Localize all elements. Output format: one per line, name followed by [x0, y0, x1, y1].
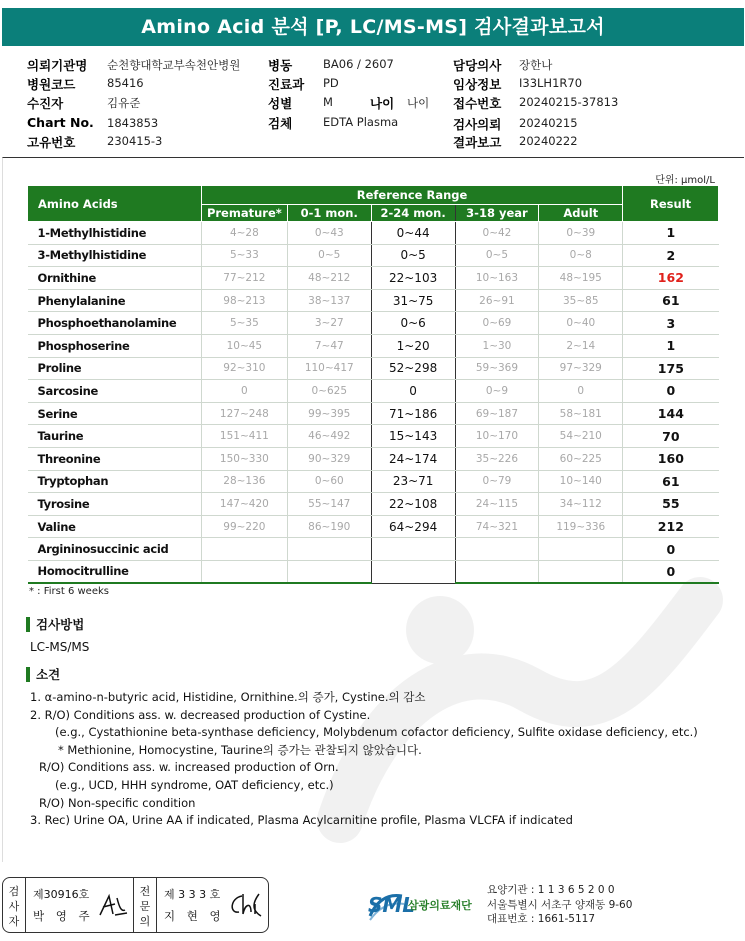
reference-range-cell: 150~330 [201, 447, 287, 470]
reference-range-cell: 151~411 [201, 425, 287, 448]
request-label: 검사의뢰 [453, 117, 502, 132]
reference-range-cell: 0~79 [455, 470, 539, 493]
result-value: 70 [623, 425, 719, 448]
footnote: * : First 6 weeks [29, 586, 109, 597]
result-value: 1 [623, 334, 719, 357]
reference-range-cell: 0~40 [539, 312, 623, 335]
result-value: 55 [623, 493, 719, 516]
reference-range-cell: 24~115 [455, 493, 539, 516]
dept-label: 진료과 [268, 77, 305, 92]
dept-value: PD [323, 76, 339, 90]
reference-range-cell: 5~35 [201, 312, 287, 335]
reference-range-cell: 0~5 [371, 244, 455, 267]
col-header-ref-0: Premature* [201, 205, 287, 222]
result-value: 2 [623, 244, 719, 267]
amino-acid-name: Serine [28, 402, 202, 425]
clinical-value: I33LH1R70 [519, 76, 583, 90]
table-row [28, 447, 719, 470]
finding-line: R/O) Non-specific condition [39, 795, 196, 810]
reference-range-cell: 23~71 [371, 470, 455, 493]
hospital-code-label: 병원코드 [27, 77, 76, 92]
unique-value: 230415-3 [107, 134, 163, 148]
amino-acid-name: Valine [28, 515, 202, 538]
org-phone: 대표번호 : 1661-5117 [487, 913, 596, 925]
amino-acid-name: Ornithine [28, 267, 202, 290]
result-value: 0 [623, 560, 719, 583]
reference-range-cell: 127~248 [201, 402, 287, 425]
unit-label: 단위: μmol/L [655, 175, 715, 186]
reference-range-cell: 0~8 [539, 244, 623, 267]
table-row [28, 380, 719, 403]
amino-acid-name: Phosphoethanolamine [28, 312, 202, 335]
institution-label: 의뢰기관명 [27, 58, 88, 73]
reference-range-cell: 64~294 [371, 515, 455, 538]
reference-range-cell: 3~27 [287, 312, 371, 335]
reference-range-cell: 0 [371, 380, 455, 403]
reference-range-cell: 0~5 [287, 244, 371, 267]
org-address: 서울특별시 서초구 양재동 9-60 [487, 898, 633, 911]
amino-acid-name: Homocitrulline [28, 560, 202, 583]
reference-range-cell: 0~60 [287, 470, 371, 493]
reference-range-cell [539, 538, 623, 561]
table-row [28, 289, 719, 312]
reference-range-cell: 77~212 [201, 267, 287, 290]
amino-acid-name: Proline [28, 357, 202, 380]
receipt-value: 20240215-37813 [519, 95, 619, 109]
reference-range-cell: 71~186 [371, 402, 455, 425]
doctor-value: 장한나 [519, 58, 553, 72]
reference-range-cell [455, 560, 539, 583]
result-value: 160 [623, 447, 719, 470]
col-header-result: Result [623, 186, 719, 222]
reference-range-cell: 0 [201, 380, 287, 403]
specialist-signature [227, 890, 263, 920]
examiner-label: 검 사 자 [8, 885, 20, 928]
unique-label: 고유번호 [27, 135, 76, 150]
reference-range-cell: 1~30 [455, 334, 539, 357]
result-value: 0 [623, 538, 719, 561]
organization-info [487, 883, 632, 927]
amino-acid-name: Phenylalanine [28, 289, 202, 312]
reference-range-cell: 35~85 [539, 289, 623, 312]
age-value: 나이 [407, 96, 430, 110]
col-header-ref-2: 2-24 mon. [371, 205, 455, 222]
table-row [28, 267, 719, 290]
report-value: 20240222 [519, 134, 578, 148]
hospital-code-value: 85416 [107, 76, 144, 90]
reference-range-cell [287, 538, 371, 561]
table-row [28, 334, 719, 357]
patient-info [0, 56, 745, 152]
reference-range-cell: 0 [539, 380, 623, 403]
reference-range-cell [287, 560, 371, 583]
reference-range-cell: 119~336 [539, 515, 623, 538]
reference-range-cell: 110~417 [287, 357, 371, 380]
reference-range-cell: 0~43 [287, 222, 371, 245]
reference-range-cell: 60~225 [539, 447, 623, 470]
reference-range-cell [371, 538, 455, 561]
reference-range-cell: 0~625 [287, 380, 371, 403]
reference-range-cell: 5~33 [201, 244, 287, 267]
col-header-ref-4: Adult [539, 205, 623, 222]
reference-range-cell [201, 560, 287, 583]
amino-acid-table [27, 185, 719, 584]
reference-range-cell: 26~91 [455, 289, 539, 312]
amino-acid-name: Tyrosine [28, 493, 202, 516]
amino-acid-name: Sarcosine [28, 380, 202, 403]
reference-range-cell: 58~181 [539, 402, 623, 425]
patient-value: 김유준 [107, 96, 141, 110]
finding-line: 3. Rec) Urine OA, Urine AA if indicated, Plasma Acylcarnitine profile, Plasma VLCFA if indicated [30, 813, 573, 828]
institution-value: 순천향대학교부속천안병원 [107, 58, 241, 72]
reference-range-cell: 1~20 [371, 334, 455, 357]
reference-range-cell: 2~14 [539, 334, 623, 357]
findings-list [30, 689, 698, 830]
examiner-license: 제30916호 [33, 888, 90, 901]
amino-acid-name: Taurine [28, 425, 202, 448]
reference-range-cell: 34~112 [539, 493, 623, 516]
reference-range-cell: 59~369 [455, 357, 539, 380]
foundation-name: 삼광의료재단 [408, 899, 472, 912]
reference-range-cell: 7~47 [287, 334, 371, 357]
reference-range-cell: 0~69 [455, 312, 539, 335]
reference-range-cell [455, 538, 539, 561]
reference-range-cell: 15~143 [371, 425, 455, 448]
finding-line: * Methionine, Homocystine, Taurine의 증가는 관찰되지 않았습니다. [58, 742, 422, 757]
table-row [28, 470, 719, 493]
result-value: 61 [623, 289, 719, 312]
specialist-license: 제 3 3 3 호 [164, 888, 221, 901]
table-row [28, 493, 719, 516]
reference-range-cell: 10~170 [455, 425, 539, 448]
clinical-label: 임상정보 [453, 77, 502, 92]
request-value: 20240215 [519, 116, 578, 130]
reference-range-cell: 98~213 [201, 289, 287, 312]
result-value: 144 [623, 402, 719, 425]
table-row [28, 560, 719, 583]
table-row [28, 515, 719, 538]
reference-range-cell: 10~45 [201, 334, 287, 357]
col-header-ref-1: 0-1 mon. [287, 205, 371, 222]
table-row [28, 244, 719, 267]
reference-range-cell: 46~492 [287, 425, 371, 448]
table-row [28, 222, 719, 245]
method-value: LC-MS/MS [30, 640, 90, 654]
reference-range-cell: 10~163 [455, 267, 539, 290]
specialist-name: 지 현 영 [164, 909, 225, 923]
reference-range-cell: 86~190 [287, 515, 371, 538]
col-header-reference-range: Reference Range [201, 186, 622, 205]
col-header-ref-3: 3-18 year [455, 205, 539, 222]
result-value: 0 [623, 380, 719, 403]
examiner-name: 박 영 주 [33, 909, 94, 923]
amino-acid-name: 3-Methylhistidine [28, 244, 202, 267]
signature-box [2, 877, 269, 933]
finding-line: (e.g., Cystathionine beta-synthase deficiency, Molybdenum cofactor deficiency, Sulfite oxidase deficiency, etc.) [55, 725, 698, 740]
table-row [28, 425, 719, 448]
report-title: Amino Acid 분석 [P, LC/MS-MS] 검사결과보고서 [2, 8, 744, 46]
reference-range-cell: 99~220 [201, 515, 287, 538]
reference-range-cell [201, 538, 287, 561]
finding-line: 1. α-amino-n-butyric acid, Histidine, Ornithine.의 증가, Cystine.의 감소 [30, 690, 426, 704]
result-value: 212 [623, 515, 719, 538]
reference-range-cell: 147~420 [201, 493, 287, 516]
reference-range-cell: 69~187 [455, 402, 539, 425]
col-header-amino-acids: Amino Acids [28, 186, 202, 222]
specialist-label: 전 문 의 [139, 885, 151, 928]
specimen-label: 검체 [268, 116, 293, 131]
receipt-label: 접수번호 [453, 96, 502, 111]
reference-range-cell: 90~329 [287, 447, 371, 470]
amino-acid-name: Phosphoserine [28, 334, 202, 357]
reference-range-cell: 0~42 [455, 222, 539, 245]
reference-range-cell: 4~28 [201, 222, 287, 245]
reference-range-cell: 48~212 [287, 267, 371, 290]
sex-value: M [323, 95, 333, 109]
method-section-title: 검사방법 [26, 617, 84, 632]
ward-label: 병동 [268, 58, 293, 73]
amino-acid-name: Argininosuccinic acid [28, 538, 202, 561]
examiner-signature [97, 890, 129, 920]
doctor-label: 담당의사 [453, 58, 502, 73]
reference-range-cell: 28~136 [201, 470, 287, 493]
reference-range-cell [539, 560, 623, 583]
reference-range-cell: 54~210 [539, 425, 623, 448]
age-label: 나이 [370, 96, 395, 111]
patient-label: 수진자 [27, 96, 64, 111]
ward-value: BA06 / 2607 [323, 57, 394, 71]
finding-line: R/O) Conditions ass. w. increased production of Orn. [39, 760, 339, 775]
reference-range-cell: 0~9 [455, 380, 539, 403]
reference-range-cell: 97~329 [539, 357, 623, 380]
reference-range-cell: 0~44 [371, 222, 455, 245]
amino-acid-name: Tryptophan [28, 470, 202, 493]
reference-range-cell: 0~6 [371, 312, 455, 335]
table-row [28, 402, 719, 425]
reference-range-cell: 24~174 [371, 447, 455, 470]
reference-range-cell: 55~147 [287, 493, 371, 516]
amino-acid-name: 1-Methylhistidine [28, 222, 202, 245]
reference-range-cell: 92~310 [201, 357, 287, 380]
report-label: 결과보고 [453, 135, 502, 150]
table-row [28, 357, 719, 380]
reference-range-cell: 22~108 [371, 493, 455, 516]
table-row [28, 312, 719, 335]
result-value: 162 [623, 267, 719, 290]
reference-range-cell: 38~137 [287, 289, 371, 312]
reference-range-cell: 22~103 [371, 267, 455, 290]
reference-range-cell: 0~5 [455, 244, 539, 267]
reference-range-cell: 0~39 [539, 222, 623, 245]
finding-line: 2. R/O) Conditions ass. w. decreased production of Cystine. [30, 707, 371, 722]
reference-range-cell: 35~226 [455, 447, 539, 470]
table-row [28, 538, 719, 561]
reference-range-cell: 48~195 [539, 267, 623, 290]
specimen-value: EDTA Plasma [323, 115, 399, 129]
finding-line: (e.g., UCD, HHH syndrome, OAT deficiency, etc.) [55, 777, 334, 792]
reference-range-cell: 52~298 [371, 357, 455, 380]
amino-acid-name: Threonine [28, 447, 202, 470]
sex-label: 성별 [268, 96, 293, 111]
sml-logo [364, 885, 482, 925]
result-value: 1 [623, 222, 719, 245]
sml-logo-text: SML [368, 893, 416, 917]
chart-value: 1843853 [107, 116, 159, 130]
reference-range-cell: 10~140 [539, 470, 623, 493]
chart-label: Chart No. [27, 115, 94, 130]
reference-range-cell [371, 560, 455, 583]
reference-range-cell: 31~75 [371, 289, 455, 312]
result-value: 3 [623, 312, 719, 335]
org-code: 요양기관 : 1 1 3 6 5 2 0 0 [487, 884, 615, 896]
reference-range-cell: 99~395 [287, 402, 371, 425]
result-value: 61 [623, 470, 719, 493]
result-value: 175 [623, 357, 719, 380]
findings-section-title: 소견 [26, 667, 60, 682]
reference-range-cell: 74~321 [455, 515, 539, 538]
